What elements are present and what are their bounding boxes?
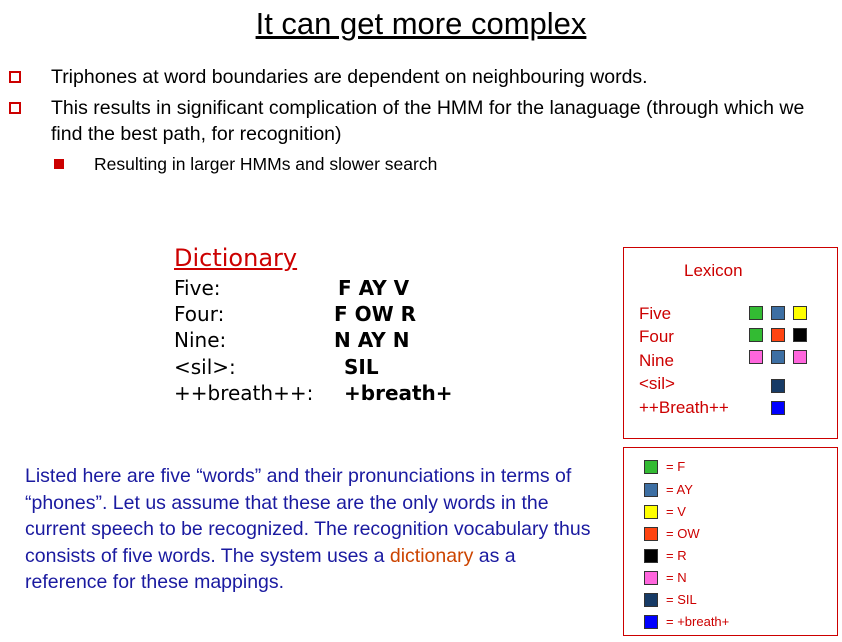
legend-label: = F: [666, 459, 686, 474]
bullet-marker-1: [9, 71, 21, 83]
legend-label: = R: [666, 548, 687, 563]
legend-label: = AY: [666, 482, 693, 497]
slide-title: It can get more complex: [255, 6, 587, 41]
legend-label: = V: [666, 504, 686, 519]
dictionary-word: Four:: [174, 302, 225, 326]
legend-label: = SIL: [666, 592, 697, 607]
phone-swatch: [749, 350, 763, 364]
legend-swatch: [644, 549, 658, 563]
lexicon-word: Four: [639, 327, 674, 346]
phone-swatch: [793, 350, 807, 364]
dictionary-pronunciation: +breath+: [344, 381, 453, 405]
legend-label: = N: [666, 570, 687, 585]
phone-swatch: [771, 379, 785, 393]
dictionary-pronunciation: SIL: [344, 355, 379, 379]
dictionary-word: Nine:: [174, 328, 227, 352]
lexicon-title: Lexicon: [684, 261, 743, 280]
dictionary-pronunciation: N AY N: [334, 328, 410, 352]
legend-box: [623, 447, 838, 636]
lexicon-word: Nine: [639, 351, 674, 370]
paragraph-text: Listed here are five “words” and their pronunciations in terms of “phones”. Let us assume that these are the only words in the current speech to be recognized. The recognition vocabulary thus consists of five words. The system uses a: [25, 465, 591, 567]
lexicon-word: <sil>: [639, 374, 675, 393]
paragraph-text-end: as a reference for these mappings.: [25, 544, 516, 593]
bullet-marker-2: [9, 102, 21, 114]
phone-swatch: [771, 401, 785, 415]
legend-swatch: [644, 615, 658, 629]
bullet-text-1: Triphones at word boundaries are dependent on neighbouring words.: [51, 66, 648, 88]
phone-swatch: [771, 306, 785, 320]
lexicon-word: Five: [639, 304, 672, 323]
phone-swatch: [771, 328, 785, 342]
legend-swatch: [644, 571, 658, 585]
legend-swatch: [644, 460, 658, 474]
explanation-paragraph: [25, 463, 595, 596]
dictionary-pronunciation: F OW R: [334, 302, 417, 326]
dictionary-pronunciation: F AY V: [338, 276, 410, 300]
phone-swatch: [793, 328, 807, 342]
legend-swatch: [644, 527, 658, 541]
legend-swatch: [644, 593, 658, 607]
legend-label: = +breath+: [666, 614, 730, 629]
phone-swatch: [749, 328, 763, 342]
bullet-text-2: This results in significant complication of the HMM for the lanaguage (through which we find the best path, for recognition): [51, 97, 805, 145]
dictionary-word: ++breath++:: [174, 381, 314, 405]
lexicon-word: ++Breath++: [639, 398, 729, 417]
phone-swatch: [771, 350, 785, 364]
legend-swatch: [644, 505, 658, 519]
legend-label: = OW: [666, 526, 700, 541]
sub-bullet-marker: [54, 159, 64, 169]
dictionary-highlight: dictionary: [389, 544, 474, 567]
dictionary-word: <sil>:: [174, 355, 236, 379]
phone-swatch: [793, 306, 807, 320]
dictionary-word: Five:: [174, 276, 221, 300]
phone-swatch: [749, 306, 763, 320]
sub-bullet-text: Resulting in larger HMMs and slower search: [94, 154, 438, 174]
dictionary-title: Dictionary: [174, 244, 298, 272]
legend-swatch: [644, 483, 658, 497]
